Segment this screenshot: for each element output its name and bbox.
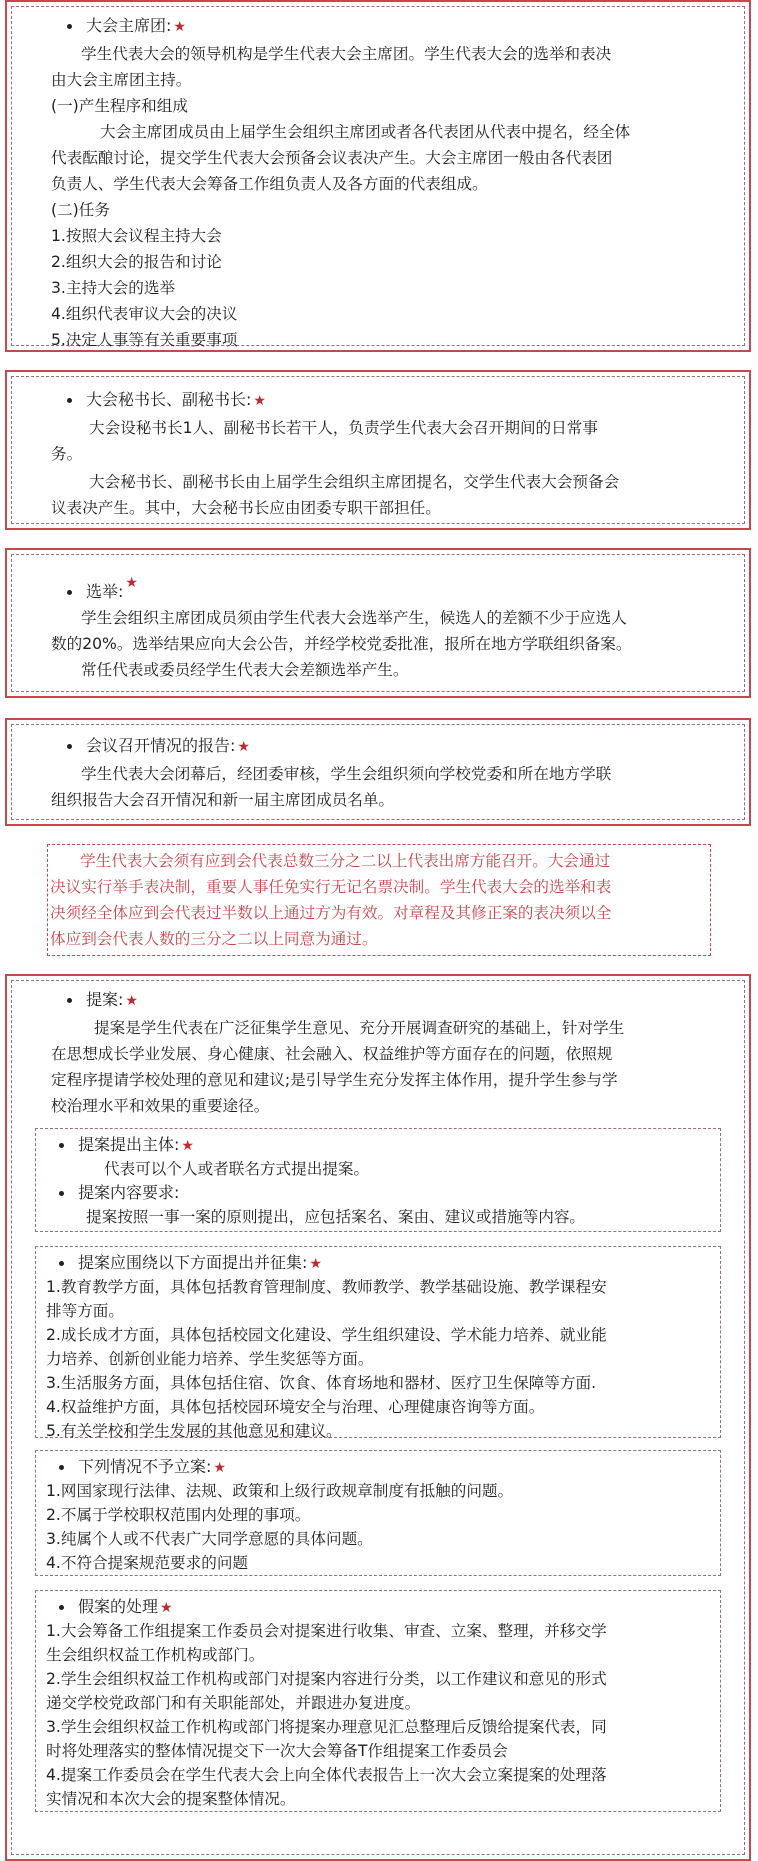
- proposal-scope-line: 4.权益维护方面，具体包括校园环境安全与治理、心理健康咨询等方面。: [46, 1398, 545, 1416]
- presidium-title: 大会主席团: ★: [86, 14, 186, 39]
- proposal-content-title: 提案内容要求:: [78, 1181, 179, 1205]
- proposal-reject-line: 4.不符合提案规范要求的问题: [46, 1554, 249, 1572]
- election-title: 选举: ★: [86, 580, 138, 605]
- notice-box: [47, 844, 711, 956]
- proposal-handle-title: 假案的处理 ★: [78, 1595, 173, 1620]
- proposal-scope-line: 3.生活服务方面，具体包括住宿、饮食、体育场地和器材、医疗卫生保障等方面.: [46, 1374, 597, 1392]
- report-title: 会议召开情况的报告: ★: [86, 734, 250, 759]
- proposal-content-text: 提案按照一事一案的原则提出，应包括案名、案由、建议或措施等内容。: [86, 1208, 586, 1226]
- proposal-handle-line: 时将处理落实的整体情况提交下一次大会筹备T作组提案工作委员会: [46, 1742, 508, 1760]
- proposal-reject-line: 2.不属于学校职权范围内处理的事项。: [46, 1506, 311, 1524]
- presidium-subheading-2: (二)任务: [51, 201, 110, 219]
- notice-line2: 决议实行举手表决制，重要人事任免实行无记名票决制。学生代表大会的选举和表: [50, 878, 612, 896]
- proposal-panel: [5, 974, 751, 1861]
- presidium-panel: [5, 0, 751, 352]
- election-para2: 常任代表或委员经学生代表大会差额选举产生。: [81, 661, 409, 679]
- presidium-task: 3.主持大会的选举: [51, 279, 176, 297]
- secretary-title: 大会秘书长、副秘书长: ★: [86, 388, 266, 413]
- proposal-title: 提案: ★: [86, 988, 138, 1013]
- report-para-line2: 组织报告大会召开情况和新一届主席团成员名单。: [51, 791, 395, 809]
- proposal-para-line1: 提案是学生代表在广泛征集学生意见、充分开展调查研究的基础上，针对学生: [94, 1019, 625, 1037]
- proposal-para-line2: 在思想成长学业发展、身心健康、社会融入、权益维护等方面存在的问题，依照规: [51, 1045, 613, 1063]
- proposal-handle-line: 3.学生会组织权益工作机构或部门将提案办理意见汇总整理后反馈给提案代表，同: [46, 1718, 607, 1736]
- proposal-handle-line: 4.提案工作委员会在学生代表大会上向全体代表报告上一次大会立案提案的处理落: [46, 1766, 607, 1784]
- proposal-scope-line: 力培养、创新创业能力培养、学生奖惩等方面。: [46, 1350, 374, 1368]
- secretary-para1-line2: 务。: [51, 445, 83, 463]
- presidium-para-line3: 负责人、学生代表大会筹备工作组负责人及各方面的代表组成。: [51, 175, 488, 193]
- proposal-handle-line: 1.大会筹备工作组提案工作委员会对提案进行收集、审查、立案、整理，并移交学: [46, 1622, 607, 1640]
- proposal-scope-line: 1.教育教学方面，具体包括教育管理制度、教师教学、教学基础设施、教学课程安: [46, 1278, 607, 1296]
- proposal-handle-box: [35, 1590, 721, 1812]
- proposal-para-line4: 校治理水平和效果的重要途径。: [51, 1097, 270, 1115]
- report-panel: [5, 718, 751, 826]
- presidium-intro-line2: 由大会主席团主持。: [51, 71, 192, 89]
- star-icon: ★: [237, 739, 250, 755]
- secretary-para2-line1: 大会秘书长、副秘书长由上届学生会组织主席团提名，交学生代表大会预备会: [89, 473, 620, 491]
- secretary-para1-line1: 大会设秘书长1人、副秘书长若干人，负责学生代表大会召开期间的日常事: [89, 419, 598, 437]
- proposal-scope-box: [35, 1246, 721, 1438]
- proposal-subject-title: 提案提出主体: ★: [78, 1133, 194, 1158]
- star-icon: ★: [160, 1600, 173, 1616]
- proposal-handle-line: 2.学生会组织权益工作机构或部门对提案内容进行分类，以工作建议和意见的形式: [46, 1670, 607, 1688]
- star-icon: ★: [173, 19, 186, 35]
- proposal-handle-line: 递交学校党政部门和有关职能部处，并跟进办复进度。: [46, 1694, 421, 1712]
- star-icon: ★: [253, 393, 266, 409]
- star-icon: ★: [125, 575, 138, 591]
- star-icon: ★: [309, 1256, 322, 1272]
- presidium-intro-line1: 学生代表大会的领导机构是学生代表大会主席团。学生代表大会的选举和表决: [81, 45, 612, 63]
- proposal-handle-line: 实情况和本次大会的提案整体情况。: [46, 1790, 296, 1808]
- presidium-task: 4.组织代表审议大会的决议: [51, 305, 238, 323]
- secretary-para2-line2: 议表决产生。其中，大会秘书长应由团委专职干部担任。: [51, 499, 441, 517]
- presidium-task: 1.按照大会议程主持大会: [51, 227, 222, 245]
- proposal-reject-box: [35, 1450, 721, 1576]
- report-para-line1: 学生代表大会闭幕后，经团委审核，学生会组织须向学校党委和所在地方学联: [81, 765, 612, 783]
- star-icon: ★: [125, 993, 138, 1009]
- presidium-task: 5.决定人事等有关重要事项: [51, 331, 238, 349]
- proposal-reject-line: 1.网国家现行法律、法规、政策和上级行政规章制度有抵触的问题。: [46, 1482, 514, 1500]
- election-para1-line1: 学生会组织主席团成员须由学生代表大会选举产生，候选人的差额不少于应选人: [81, 609, 627, 627]
- proposal-subject-text: 代表可以个人或者联名方式提出提案。: [104, 1160, 370, 1178]
- proposal-para-line3: 定程序提请学校处理的意见和建议;是引导学生充分发挥主体作用，提升学生参与学: [51, 1071, 618, 1089]
- proposal-reject-title: 下列情况不予立案: ★: [78, 1455, 226, 1480]
- proposal-scope-line: 排等方面。: [46, 1302, 124, 1320]
- notice-line1: 学生代表大会须有应到会代表总数三分之二以上代表出席方能召开。大会通过: [80, 852, 611, 870]
- proposal-scope-line: 2.成长成才方面，具体包括校园文化建设、学生组织建设、学术能力培养、就业能: [46, 1326, 607, 1344]
- star-icon: ★: [213, 1460, 226, 1476]
- election-para1-line2: 数的20%。选举结果应向大会公告，并经学校党委批准，报所在地方学联组织备案。: [51, 635, 632, 653]
- proposal-reject-line: 3.纯属个人或不代表广大同学意愿的具体问题。: [46, 1530, 373, 1548]
- presidium-para-line1: 大会主席团成员由上届学生会组织主席团或者各代表团从代表中提名，经全体: [100, 123, 631, 141]
- proposal-handle-line: 生会组织权益工作机构或部门。: [46, 1646, 265, 1664]
- proposal-scope-title: 提案应围绕以下方面提出并征集: ★: [78, 1251, 322, 1276]
- notice-line4: 体应到会代表人数的三分之二以上同意为通过。: [50, 930, 378, 948]
- star-icon: ★: [181, 1138, 194, 1154]
- proposal-subject-box: [35, 1128, 721, 1232]
- presidium-para-line2: 代表酝酿讨论，提交学生代表大会预备会议表决产生。大会主席团一般由各代表团: [51, 149, 613, 167]
- presidium-task: 2.组织大会的报告和讨论: [51, 253, 222, 271]
- presidium-subheading-1: (一)产生程序和组成: [51, 97, 188, 115]
- secretary-panel: [5, 370, 751, 530]
- notice-line3: 决须经全体应到会代表过半数以上通过方为有效。对章程及其修正案的表决须以全: [50, 904, 612, 922]
- proposal-scope-line: 5.有关学校和学生发展的其他意见和建议。: [46, 1422, 342, 1440]
- election-panel: [5, 548, 751, 698]
